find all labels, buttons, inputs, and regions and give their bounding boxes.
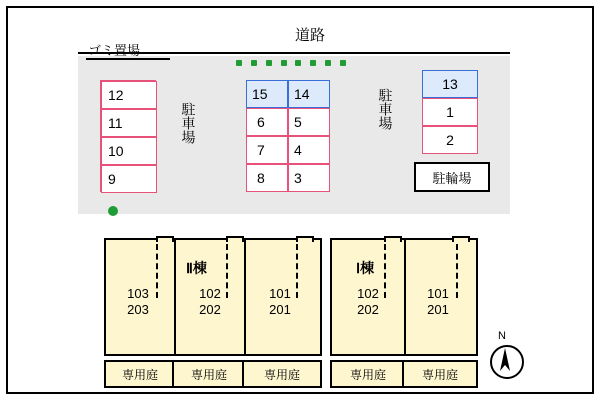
unit-upper: 102 (357, 286, 379, 301)
parking-cell[interactable]: 14 (288, 80, 330, 108)
parking-block-center (246, 80, 330, 192)
parking-label-left-text: 駐車場 (180, 102, 197, 144)
unit-lower: 202 (357, 302, 379, 317)
green-marker-row (236, 60, 346, 68)
green-marker-icon (281, 60, 287, 66)
building-2-entrance (156, 236, 174, 242)
parking-cell[interactable]: 4 (288, 136, 330, 164)
parking-label-right (373, 88, 397, 134)
unit-lower: 201 (427, 302, 449, 317)
parking-cell[interactable]: 9 (101, 165, 157, 193)
parking-cell[interactable]: 11 (101, 109, 157, 137)
parking-cell[interactable]: 13 (422, 70, 478, 98)
building-1-unit (340, 286, 396, 318)
building-2-unit (110, 286, 166, 318)
building-2-divider (174, 240, 176, 354)
parking-cell[interactable]: 3 (288, 164, 330, 192)
parking-cell[interactable]: 1 (422, 98, 478, 126)
private-garden: 専用庭 (330, 360, 406, 388)
unit-upper: 102 (199, 286, 221, 301)
building-1-name: Ⅰ棟 (356, 260, 375, 276)
building-2-entrance (226, 236, 244, 242)
building-1-entrance (384, 236, 402, 242)
green-marker-icon (310, 60, 316, 66)
parking-block-left (100, 80, 156, 192)
unit-lower: 202 (199, 302, 221, 317)
parking-cell[interactable]: 5 (288, 108, 330, 136)
bicycle-parking-label: 駐輪場 (414, 162, 490, 192)
green-marker-icon (251, 60, 257, 66)
compass-icon (490, 345, 524, 379)
parking-label-right-text: 駐車場 (377, 88, 394, 130)
parking-cell[interactable]: 10 (101, 137, 157, 165)
private-garden: 専用庭 (104, 360, 176, 388)
building-2-entrance (296, 236, 314, 242)
building-2-unit (252, 286, 308, 318)
building-2-name: Ⅱ棟 (186, 260, 207, 276)
compass-needle-icon (492, 347, 518, 373)
private-garden: 専用庭 (172, 360, 246, 388)
green-marker-icon (340, 60, 346, 66)
road-label: 道路 (294, 27, 325, 44)
garbage-area-label: ゴミ置場 (88, 43, 141, 58)
building-1-unit (410, 286, 466, 318)
parking-cell[interactable]: 7 (246, 136, 288, 164)
parking-label-left (176, 102, 200, 148)
parking-block-right (422, 70, 478, 154)
green-dot-marker-icon (108, 206, 118, 216)
green-marker-icon (236, 60, 242, 66)
green-marker-icon (266, 60, 272, 66)
parking-cell[interactable]: 15 (246, 80, 288, 108)
compass-north-label: N (498, 330, 506, 342)
green-marker-icon (295, 60, 301, 66)
private-garden: 専用庭 (242, 360, 322, 388)
building-2-unit (182, 286, 238, 318)
unit-upper: 101 (269, 286, 291, 301)
building-2-divider (244, 240, 246, 354)
garbage-area-underline (86, 58, 170, 60)
unit-lower: 201 (269, 302, 291, 317)
building-1-entrance (452, 236, 470, 242)
parking-cell[interactable]: 6 (246, 108, 288, 136)
green-marker-icon (325, 60, 331, 66)
unit-upper: 101 (427, 286, 449, 301)
unit-upper: 103 (127, 286, 149, 301)
parking-cell[interactable]: 8 (246, 164, 288, 192)
building-1-divider (404, 240, 406, 354)
parking-cell[interactable]: 2 (422, 126, 478, 154)
unit-lower: 203 (127, 302, 149, 317)
road-line (78, 52, 510, 54)
parking-cell[interactable]: 12 (101, 81, 157, 109)
private-garden: 専用庭 (402, 360, 478, 388)
